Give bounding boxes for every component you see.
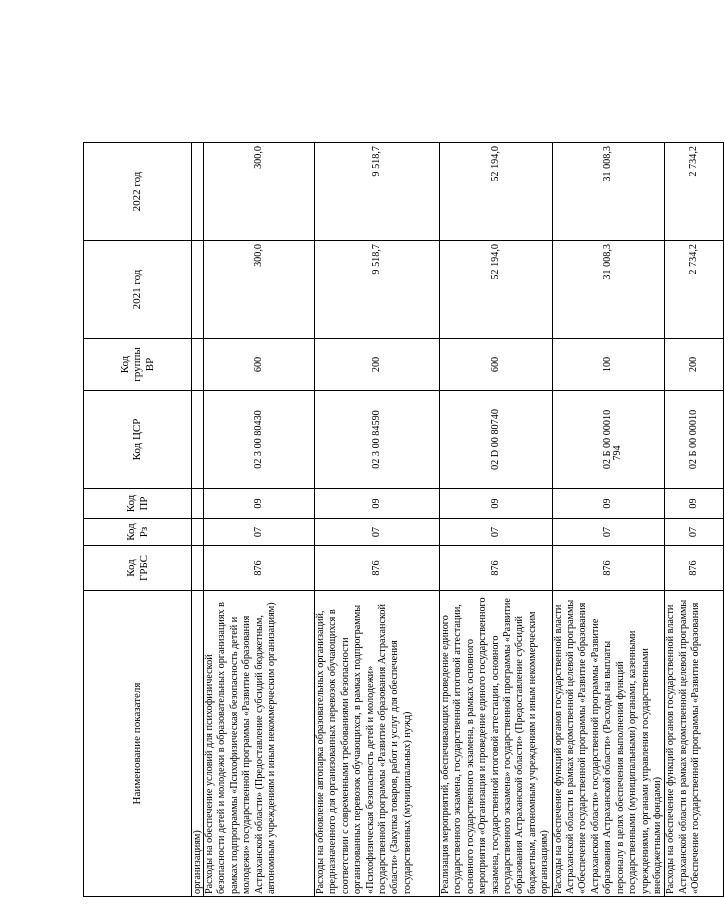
header-csr: Код ЦСР: [84, 391, 192, 489]
cell-csr: 02 D 00 80740: [440, 391, 553, 489]
cell-empty: [192, 546, 204, 591]
cell-pr: 09: [665, 489, 724, 519]
cell-2021: 300,0: [204, 241, 315, 339]
cell-csr: 02 Б 00 00010: [552, 391, 665, 489]
cell-grbs: 876: [440, 546, 553, 591]
cell-2022: 300,0: [204, 143, 315, 241]
table-row: [204, 27, 315, 897]
cell-name: Расходы на обновление автопарка образовательных организаций, предназначенного для организованных перевозок обучающихся в соответствии с современными требованиями безопасности организованных перевозок обучающихся, в рамках подпрограммы «Психофизическая безопасность детей и молодежи» государственной программы «Развитие образования Астраханской области» (Закупка товаров, работ и услуг для обеспечения государственных (муниципальных) нужд): [315, 591, 440, 897]
cell-empty: [192, 241, 204, 339]
cell-empty: [192, 27, 204, 143]
cell-2021: 31 008,3: [552, 241, 665, 339]
cell-grbs: 876: [552, 546, 665, 591]
cell-rz: 07: [665, 519, 724, 546]
cell-grbs: 876: [665, 546, 724, 591]
cell-name: Расходы на обеспечение функций органов государственной власти Астраханской области в рамках ведомственной целевой программы «Обеспечение государственной программы «Развитие образования: [665, 591, 724, 897]
cell-2021: 2 734,2: [665, 241, 724, 339]
header-vr: Код группы ВР: [84, 339, 192, 391]
cell-empty: [192, 339, 204, 391]
cell-rz: 07: [315, 519, 440, 546]
cell-grbs: 876: [204, 546, 315, 591]
cell-vr: 600: [440, 339, 553, 391]
cell-rz: 07: [552, 519, 665, 546]
cell-empty: [192, 519, 204, 546]
table-row: [552, 27, 665, 897]
cell-name: Расходы на обеспечение функций органов государственной власти Астраханской области в рамках ведомственной целевой программы «Обеспечение государственной программы «Развитие образования Астраханской области» государственной программы «Развитие образования Астраханской области» (Расходы на выплаты персоналу в целях обеспечения выполнения функций государственными (муниципальными) органами, казенными учреждениями, органами управления государственными внебюджетными фондами): [552, 591, 665, 897]
table-row: [315, 27, 440, 897]
cell-name: Реализация мероприятий, обеспечивающих проведение единого государственного экзамена, государственной итоговой аттестации, основного государственного экзамена, в рамках основного мероприятия «Организация и проведение единого государственного экзамена, государственной итоговой аттестации, основного государственного экзамена» государственной программы «Развитие образования Астраханской области» (Предоставление субсидий бюджетным, автономным учреждениям и иным некоммерческим организациям): [440, 591, 553, 897]
cell-rz: 07: [204, 519, 315, 546]
cell-pr: 09: [552, 489, 665, 519]
cell-empty: [192, 143, 204, 241]
header-empty: [84, 27, 192, 143]
header-2022: 2022 год: [84, 143, 192, 241]
cell-grbs: 876: [315, 546, 440, 591]
page-number: 794: [612, 445, 623, 461]
cell-2022: 2 734,2: [665, 143, 724, 241]
header-grbs: Код ГРБС: [84, 546, 192, 591]
header-name: Наименование показателя: [84, 591, 192, 897]
cell-empty: [315, 27, 440, 143]
cell-2022: 9 518,7: [315, 143, 440, 241]
header-2021: 2021 год: [84, 241, 192, 339]
cell-empty: [204, 27, 315, 143]
cell-name: организациям): [192, 591, 204, 897]
cell-2022: 31 008,3: [552, 143, 665, 241]
cell-pr: 09: [204, 489, 315, 519]
cell-vr: 200: [665, 339, 724, 391]
table-row: [665, 27, 724, 897]
cell-empty: [192, 391, 204, 489]
cell-vr: 200: [315, 339, 440, 391]
cell-vr: 100: [552, 339, 665, 391]
cell-empty: [665, 27, 724, 143]
cell-2021: 9 518,7: [315, 241, 440, 339]
cell-csr: 02 3 00 84590: [315, 391, 440, 489]
cell-pr: 09: [440, 489, 553, 519]
cell-2022: 52 194,0: [440, 143, 553, 241]
table-row-continuation: [192, 27, 204, 897]
cell-name: Расходы на обеспечение условий для психофизической безопасности детей и молодежи в образовательных организациях в рамках подпрограммы «Психофизическая безопасность детей и молодежи» государственной программы «Развитие образования Астраханской области» (Предоставление субсидий бюджетным, автономным учреждениям и иным некоммерческим организациям): [204, 591, 315, 897]
cell-csr: 02 Б 00 00010: [665, 391, 724, 489]
header-rz: Код Рз: [84, 519, 192, 546]
cell-pr: 09: [315, 489, 440, 519]
cell-csr: 02 3 00 80430: [204, 391, 315, 489]
table-row: [440, 27, 553, 897]
cell-empty: [440, 27, 553, 143]
cell-rz: 07: [440, 519, 553, 546]
cell-vr: 600: [204, 339, 315, 391]
header-pr: Код ПР: [84, 489, 192, 519]
cell-empty: [552, 27, 665, 143]
cell-2021: 52 194,0: [440, 241, 553, 339]
table-header-row: [84, 27, 192, 897]
cell-empty: [192, 489, 204, 519]
budget-table: [83, 26, 724, 897]
